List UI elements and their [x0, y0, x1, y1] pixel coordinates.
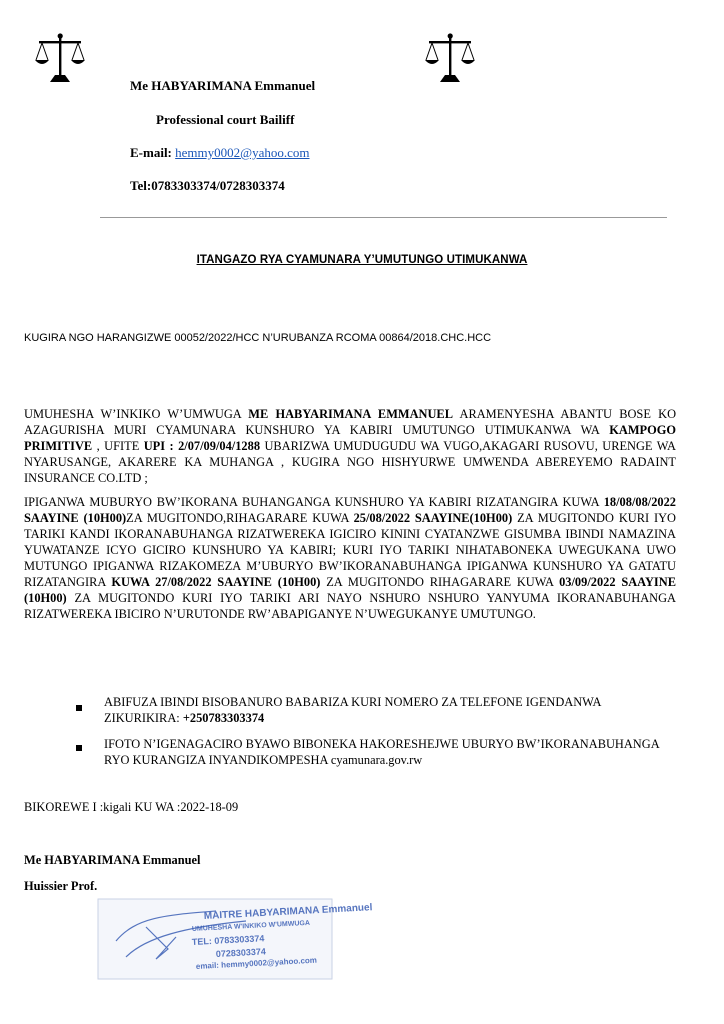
email-link[interactable]: hemmy0002@yahoo.com: [175, 145, 310, 160]
bailiff-name: Me HABYARIMANA Emmanuel: [130, 78, 316, 93]
scales-of-justice-icon: [422, 30, 478, 86]
date-line: BIKOREWE I :kigali KU WA :2022-18-09: [24, 800, 239, 814]
svg-text:UMUHESHA W'INKIKO W'UMWUGA: UMUHESHA W'INKIKO W'UMWUGA: [191, 919, 311, 933]
document-title: ITANGAZO RYA CYAMUNARA Y’UMUTUNGO UTIMUKANWA: [196, 254, 528, 266]
svg-text:TEL: 0783303374: TEL: 0783303374: [191, 933, 265, 947]
case-reference: KUGIRA NGO HARANGIZWE 00052/2022/HCC N’URUBANZA RCOMA 00864/2018.CHC.HCC: [24, 332, 492, 344]
bailiff-role: Professional court Bailiff: [156, 112, 295, 127]
notice-paragraph-2: IPIGANWA MUBURYO BW’IKORANA BUHANGANGA KUNSHURO YA KABIRI RIZATANGIRA KUWA 18/08/08/2022 SAAYINE (10H00)ZA MUGITONDO,RIHAGARARE KUWA 25/08/2022 SAAYINE(10H00) ZA MUGITONDO KURI IYO TARIKI KANDI IKORANABUHANGA RIZATWEREKA IGICIRO KININI CYATANZWE GISUMBA IBINDI NAMAZINA YUWATANZE ICYO GICIRO KUNSHURO YA KABIRI; KURI IYO TARIKI NIHATABONEKA UWEGUKANA UWO MUTUNGO IPIGANWA RIZAKOMEZA M’UBURYO BW’IKORANABUHANGA IPIGANWA KUNSHURO YA GATATU RIZATANGIRA KUWA 27/08/2022 SAAYINE (10H00) ZA MUGITONDO RIHAGARARE KUWA 03/09/2022 SAAYINE (10H00) ZA MUGITONDO KURI IYO TARIKI ARI NAYO NSHURO NSHURO YANYUMA IKORANABUHANGA RIZATWEREKA IBICIRO N’URUTONDE RW’ABAPIGANYE N’UWEGUKANYE UMUTUNGO.: [24, 495, 676, 621]
bullet-icon: [76, 745, 82, 751]
scales-of-justice-icon: [32, 30, 88, 86]
official-stamp: [96, 897, 373, 981]
svg-text:0728303374: 0728303374: [215, 946, 267, 959]
email-label: E-mail:: [130, 145, 176, 160]
svg-text:email: hemmy0002@yahoo.com: email: hemmy0002@yahoo.com: [195, 955, 318, 971]
header-divider: [100, 217, 667, 218]
svg-text:MAITRE HABYARIMANA Emmanuel: MAITRE HABYARIMANA Emmanuel: [203, 902, 373, 922]
bullet-icon: [76, 705, 82, 711]
notice-paragraph-1: UMUHESHA W’INKIKO W’UMWUGA ME HABYARIMANA EMMANUEL ARAMENYESHA ABANTU BOSE KO AZAGURISHA MURI CYAMUNARA KUNSHURO YA KABIRI UMUTUNGO UTIMUKANWA WA KAMPOGO PRIMITIVE , UFITE UPI : 2/07/09/04/1288 UBARIZWA UMUDUGUDU WA VUGO,AKAGARI RUSOVU, URENGE WA NYARUSANGE, AKARERE KA MUHANGA , KUGIRA NGO HISHYURWE UMWENDA ABEREYEMO RADAINT INSURANCE CO.LTD ;: [24, 407, 677, 485]
bullet-item-contact: ABIFUZA IBINDI BISOBANURO BABARIZA KURI NOMERO ZA TELEFONE IGENDANWA ZIKURIKIRA: +250783303374: [104, 695, 601, 725]
signatory-title: Huissier Prof.: [24, 879, 98, 893]
signatory-name: Me HABYARIMANA Emmanuel: [24, 853, 201, 867]
telephone: Tel:0783303374/0728303374: [130, 178, 285, 193]
email-line: [130, 145, 310, 161]
bullet-item-photo: IFOTO N’IGENAGACIRO BYAWO BIBONEKA HAKORESHEJWE UBURYO BW’IKORANABUHANGA RYO KURANGIZA INYANDIKOMPESHA cyamunara.gov.rw: [104, 737, 659, 767]
